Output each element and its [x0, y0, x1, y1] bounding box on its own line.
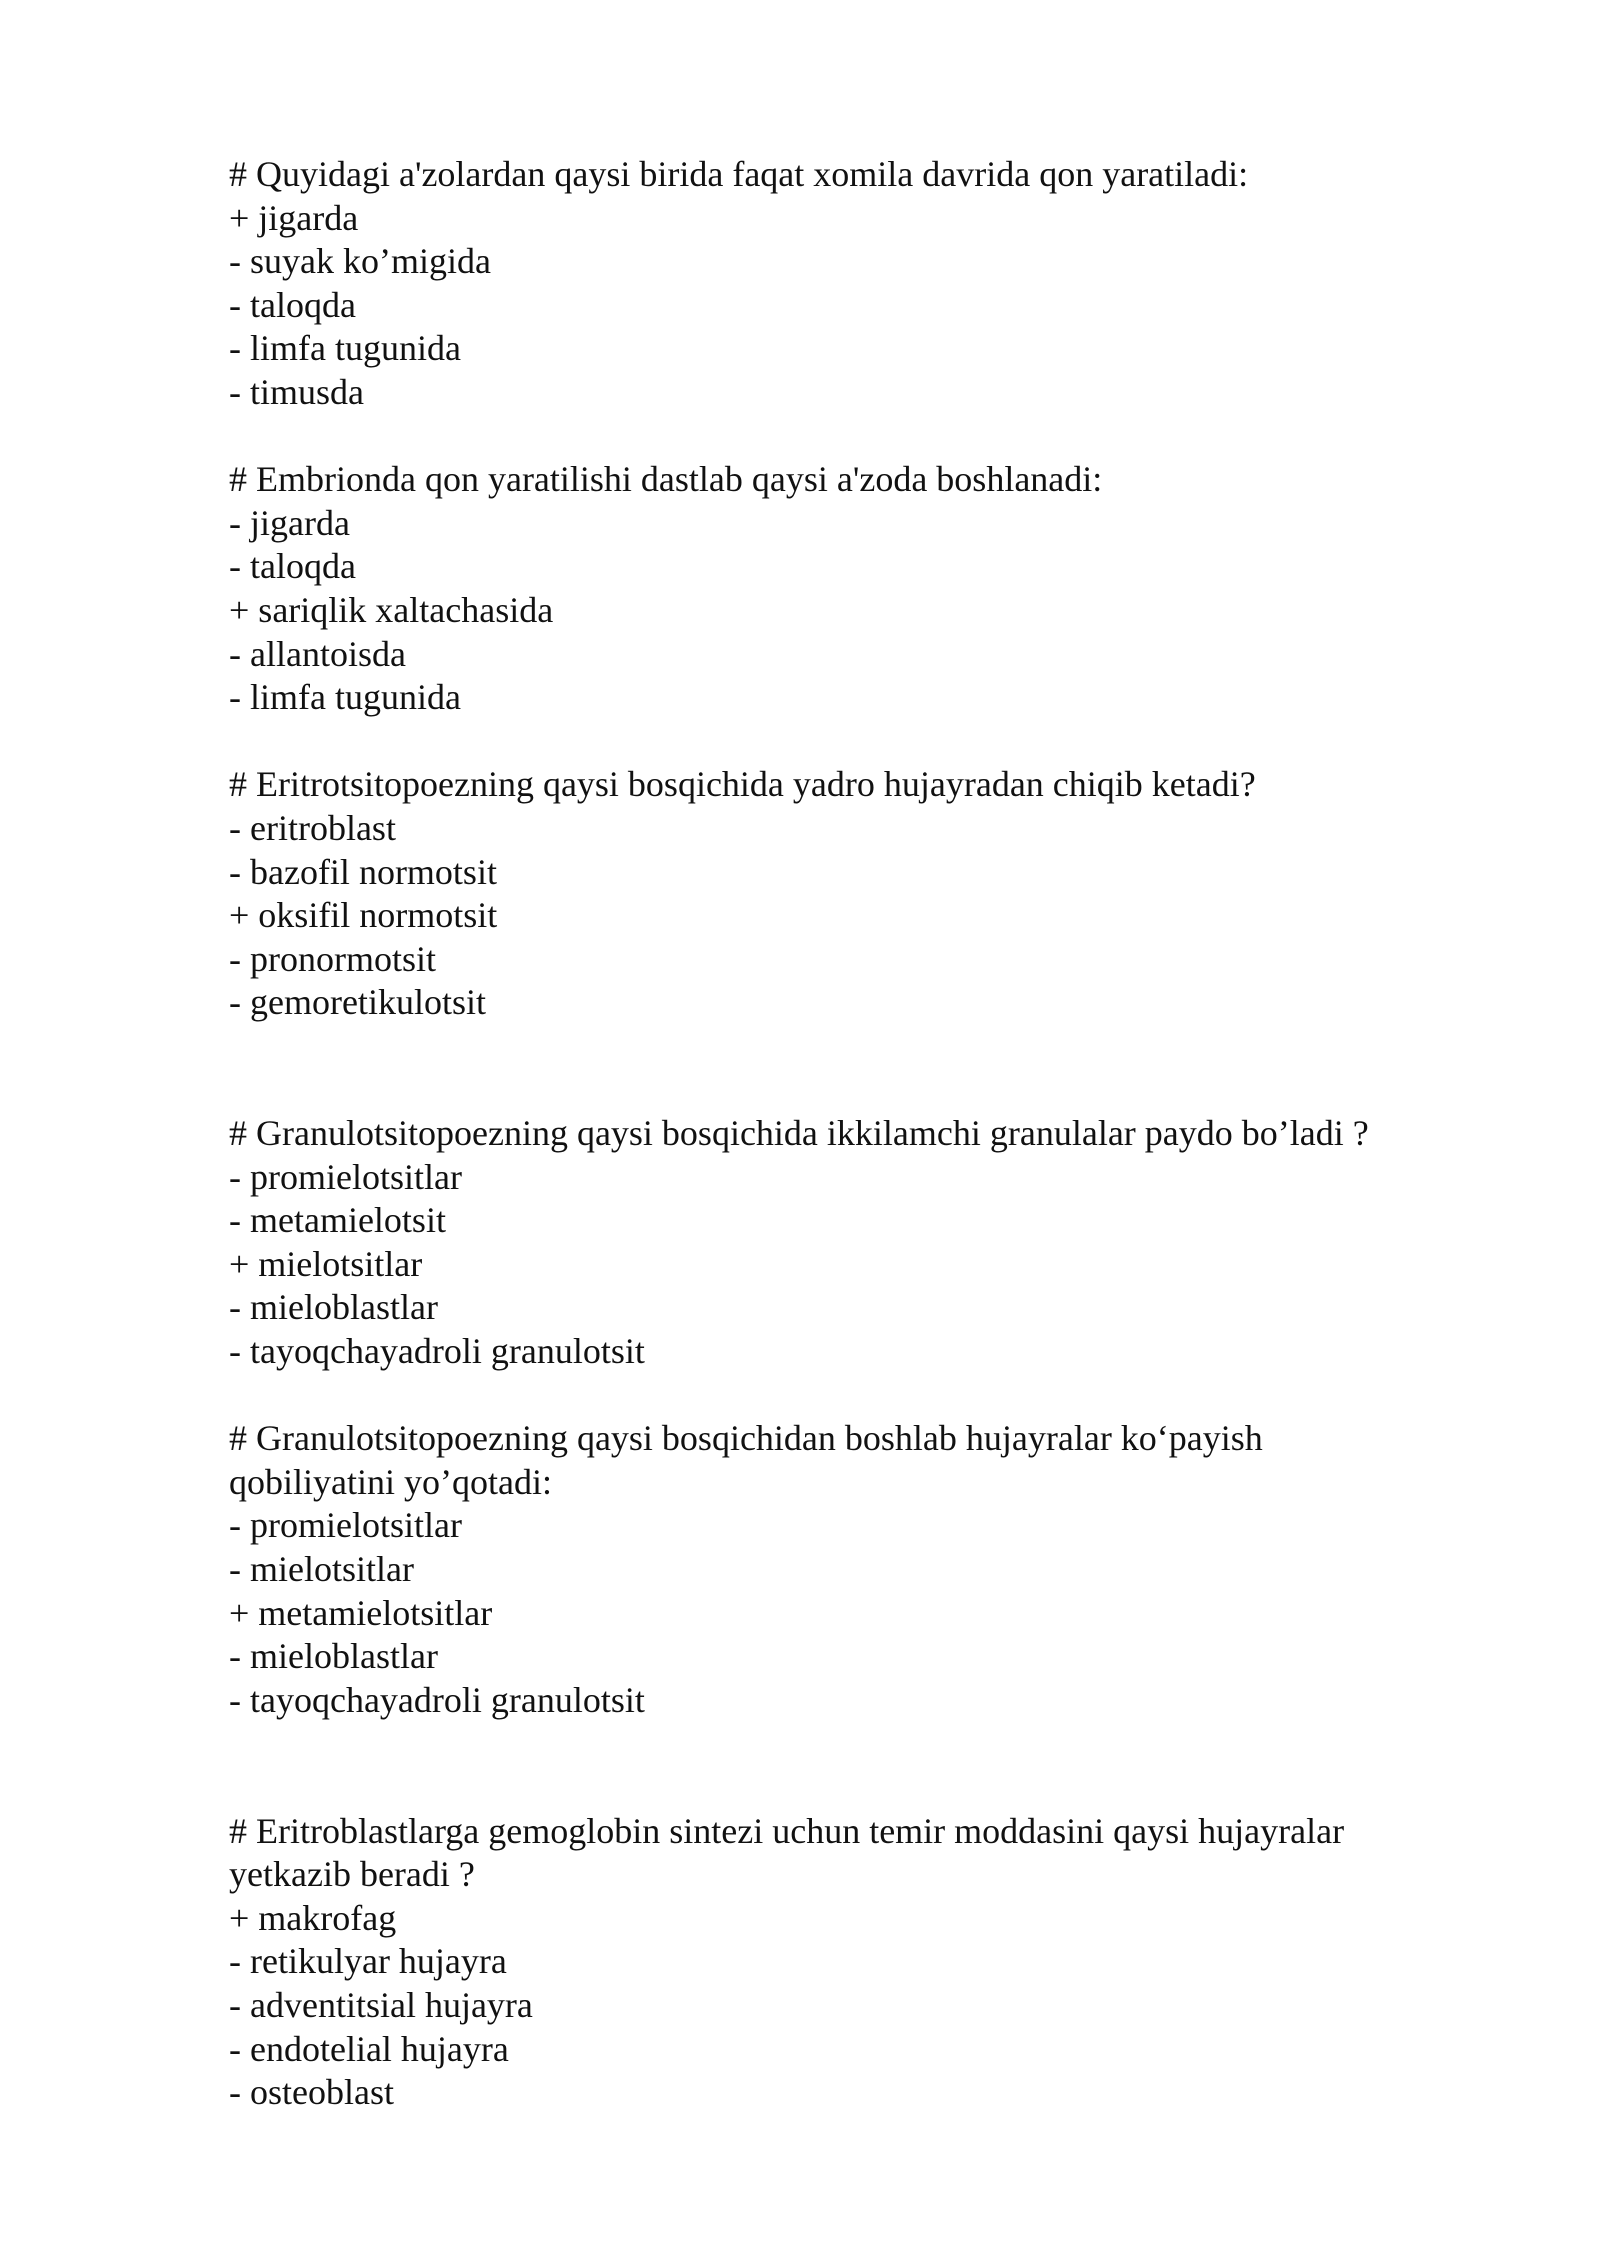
answer-option: - suyak ko’migida	[229, 241, 491, 282]
answer-option: - jigarda	[229, 502, 350, 543]
document-page	[229, 153, 1459, 2115]
answer-option: - retikulyar hujayra	[229, 1941, 507, 1982]
question-2	[229, 458, 1459, 720]
question-5	[229, 1417, 1459, 1722]
question-text: # Embrionda qon yaratilishi dastlab qaysi a'zoda boshlanadi:	[229, 459, 1103, 500]
question-text: # Granulotsitopoezning qaysi bosqichidan boshlab hujayralar ko‘payish qobiliyatini yo’qotadi:	[229, 1418, 1263, 1502]
spacer	[229, 1025, 1459, 1112]
answer-option: - limfa tugunida	[229, 328, 461, 369]
answer-option: - taloqda	[229, 546, 356, 587]
answer-option: - allantoisda	[229, 633, 406, 674]
question-1	[229, 153, 1459, 415]
answer-option: - endotelial hujayra	[229, 2028, 509, 2069]
answer-option: + jigarda	[229, 197, 359, 238]
answer-option: + oksifil normotsit	[229, 895, 498, 936]
spacer	[229, 720, 1459, 764]
answer-option: - metamielotsit	[229, 1200, 446, 1241]
spacer	[229, 415, 1459, 459]
answer-option: - adventitsial hujayra	[229, 1984, 533, 2025]
question-text: # Eritroblastlarga gemoglobin sintezi uchun temir moddasini qaysi hujayralar yetkazib beradi ?	[229, 1810, 1345, 1895]
answer-option: - gemoretikulotsit	[229, 982, 486, 1023]
answer-option: - tayoqchayadroli granulotsit	[229, 1679, 645, 1720]
answer-option: - mieloblastlar	[229, 1287, 438, 1328]
answer-option: + metamielotsitlar	[229, 1592, 493, 1633]
answer-option: - osteoblast	[229, 2072, 394, 2113]
answer-option: - timusda	[229, 371, 364, 412]
answer-option: + sariqlik xaltachasida	[229, 589, 554, 630]
question-6	[229, 1810, 1459, 2115]
question-text: # Eritrotsitopoezning qaysi bosqichida yadro hujayradan chiqib ketadi?	[229, 764, 1256, 805]
question-text: # Quyidagi a'zolardan qaysi birida faqat xomila davrida qon yaratiladi:	[229, 154, 1249, 194]
answer-option: - pronormotsit	[229, 938, 436, 979]
answer-option: - eritroblast	[229, 807, 396, 848]
answer-option: - promielotsitlar	[229, 1156, 462, 1197]
answer-option: + mielotsitlar	[229, 1243, 423, 1284]
answer-option: + makrofag	[229, 1897, 397, 1938]
question-4	[229, 1112, 1459, 1374]
answer-option: - mieloblastlar	[229, 1636, 438, 1677]
answer-option: - mielotsitlar	[229, 1549, 414, 1589]
answer-option: - tayoqchayadroli granulotsit	[229, 1331, 645, 1372]
answer-option: - bazofil normotsit	[229, 851, 497, 892]
answer-option: - limfa tugunida	[229, 677, 461, 718]
answer-option: - promielotsitlar	[229, 1505, 462, 1546]
question-text: # Granulotsitopoezning qaysi bosqichida ikkilamchi granulalar paydo bo’ladi ?	[229, 1113, 1369, 1154]
answer-option: - taloqda	[229, 284, 356, 325]
question-3	[229, 763, 1459, 1025]
spacer	[229, 1374, 1459, 1418]
spacer	[229, 1722, 1459, 1809]
